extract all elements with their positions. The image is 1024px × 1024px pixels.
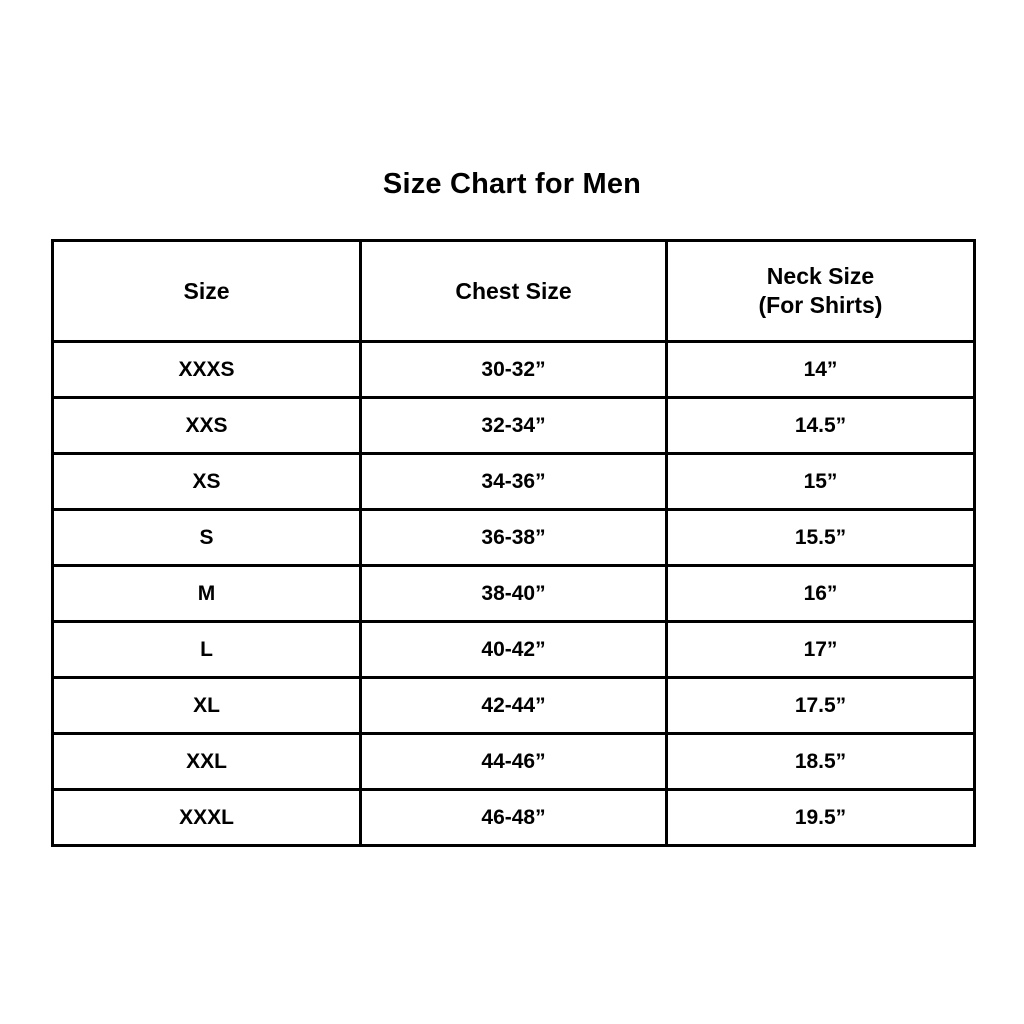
cell-neck: 16”: [667, 566, 975, 622]
cell-neck: 17”: [667, 622, 975, 678]
cell-size: XXS: [53, 398, 361, 454]
column-header-chest-size-label: Chest Size: [455, 277, 572, 304]
cell-size: S: [53, 510, 361, 566]
cell-neck: 14.5”: [667, 398, 975, 454]
cell-chest: 40-42”: [361, 622, 667, 678]
column-header-chest-size: [361, 241, 667, 342]
cell-size: XXXS: [53, 342, 361, 398]
cell-size: L: [53, 622, 361, 678]
table-body: [53, 342, 975, 846]
table-row: [53, 790, 975, 846]
cell-chest: 36-38”: [361, 510, 667, 566]
cell-neck: 18.5”: [667, 734, 975, 790]
cell-chest: 34-36”: [361, 454, 667, 510]
cell-neck: 17.5”: [667, 678, 975, 734]
table-row: [53, 510, 975, 566]
cell-neck: 15”: [667, 454, 975, 510]
cell-chest: 42-44”: [361, 678, 667, 734]
cell-size: XXL: [53, 734, 361, 790]
table-header: [53, 241, 975, 342]
table-row: [53, 454, 975, 510]
page-title: Size Chart for Men: [382, 168, 642, 200]
cell-neck: 15.5”: [667, 510, 975, 566]
cell-neck: 19.5”: [667, 790, 975, 846]
column-header-neck-size-label: Neck Size: [766, 263, 875, 290]
table-row: [53, 622, 975, 678]
size-chart-table-container: [51, 239, 973, 847]
cell-chest: 38-40”: [361, 566, 667, 622]
column-header-neck-size-sublabel: (For Shirts): [758, 292, 883, 318]
cell-size: M: [53, 566, 361, 622]
table-row: [53, 566, 975, 622]
column-header-size-label: Size: [183, 277, 230, 304]
size-chart-table: [51, 239, 976, 847]
cell-size: XS: [53, 454, 361, 510]
cell-chest: 30-32”: [361, 342, 667, 398]
cell-chest: 46-48”: [361, 790, 667, 846]
cell-neck: 14”: [667, 342, 975, 398]
table-row: [53, 342, 975, 398]
table-row: [53, 678, 975, 734]
table-row: [53, 734, 975, 790]
cell-chest: 32-34”: [361, 398, 667, 454]
column-header-size: [53, 241, 361, 342]
cell-chest: 44-46”: [361, 734, 667, 790]
table-row: [53, 398, 975, 454]
column-header-neck-size: [667, 241, 975, 342]
table-header-row: [53, 241, 975, 342]
cell-size: XL: [53, 678, 361, 734]
cell-size: XXXL: [53, 790, 361, 846]
